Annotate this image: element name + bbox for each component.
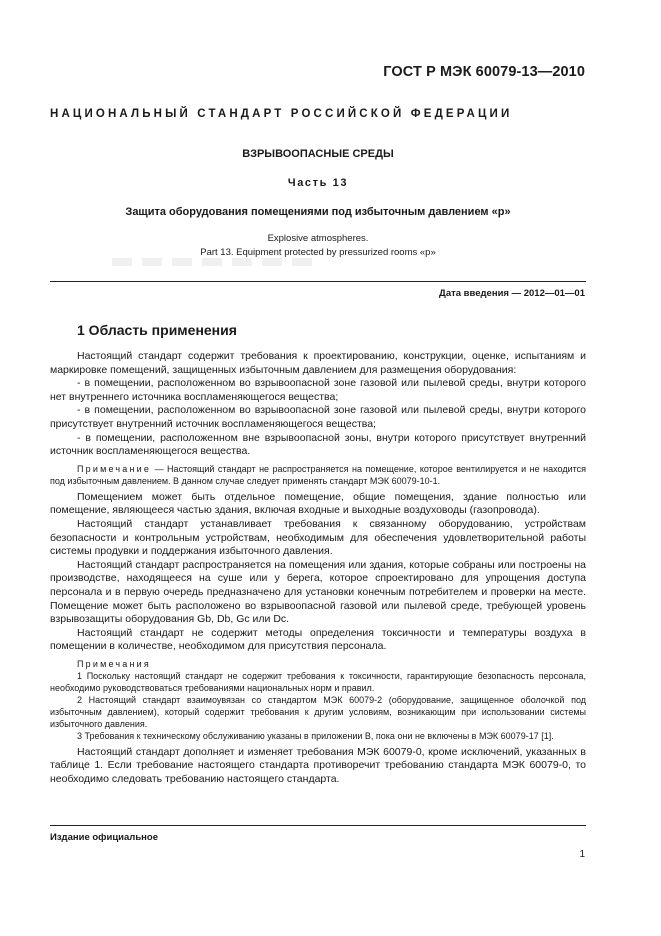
paragraph: Настоящий стандарт содержит требования к проектированию, конструкции, оценке, испытаниям и маркировке помещений, защищенных избыточным давлением для размещения оборудования: xyxy=(50,350,586,376)
official-edition-label: Издание официальное xyxy=(50,832,158,843)
note xyxy=(50,463,586,487)
note-label: Примечание xyxy=(77,463,152,474)
part-number: Часть 13 xyxy=(287,177,349,189)
english-title-line-1: Explosive atmospheres. xyxy=(267,233,369,244)
page-number: 1 xyxy=(579,849,585,860)
note-text: — Настоящий стандарт не распространяется на помещение, которое вентилируется и не находится под избыточным давлением. В данном случае следует применять стандарт МЭК 60079-10-1. xyxy=(50,463,586,486)
note-item: 1 Поскольку настоящий стандарт не содержит требования к токсичности, гарантирующие безопасность персонала, необходимо руководствоваться требованиями национальных норм и правил. xyxy=(50,670,586,693)
list-item: - в помещении, расположенном вне взрывоопасной зоны, внутри которого присутствует внутренний источник воспламеняющегося вещества. xyxy=(50,431,586,458)
english-title-line-2: Part 13. Equipment protected by pressurized rooms «р» xyxy=(200,247,436,258)
faint-bleed-through xyxy=(112,258,312,266)
national-standard-banner: НАЦИОНАЛЬНЫЙ СТАНДАРТ РОССИЙСКОЙ ФЕДЕРАЦИИ xyxy=(50,108,513,120)
paragraph: Настоящий стандарт распространяется на помещения или здания, которые собраны или построены на производстве, находящееся на суше или у берега, которое спроектировано для упрощения доступа персонала и в первую очередь предназначено для установки конечным потребителем и проверки на месте. Помещение может быть расположено во взрывоопасной газовой или пылевой среде, требующей уровень взрывозащиты оборудования Gb, Db, Gc или Dc. xyxy=(50,558,586,626)
divider-bottom xyxy=(50,825,586,826)
note-item: 3 Требования к техническому обслуживанию указаны в приложении В, пока они не включены в МЭК 60079-17 [1]. xyxy=(77,730,554,741)
section-body xyxy=(50,350,586,787)
divider-top xyxy=(50,281,586,282)
paragraph: Настоящий стандарт дополняет и изменяет требования МЭК 60079-0, кроме исключений, указанных в таблице 1. Если требование настоящего стандарта противоречит требованию стандарта МЭК 60079-0, то необходимо следовать требованию настоящего стандарта. xyxy=(50,745,586,786)
introduction-date: Дата введения — 2012—01—01 xyxy=(439,288,585,299)
document-title: ВЗРЫВООПАСНЫЕ СРЕДЫ xyxy=(242,148,394,160)
note-item: 2 Настоящий стандарт взаимоувязан со стандартом МЭК 60079-2 (оборудование, защищенное оболочкой под избыточным давлением), который содержит требования к другим условиям, возникающим при использовании системы избыточного давления. xyxy=(50,694,586,729)
paragraph: Помещением может быть отдельное помещение, общие помещения, здание полностью или помещение, являющееся частью здания, включая входные и выходные воздуховоды (газопровода). xyxy=(50,490,586,517)
list-item: - в помещении, расположенном во взрывоопасной зоне газовой или пылевой среды, внутри которого нет внутреннего источника воспламеняющегося вещества; xyxy=(50,377,586,403)
paragraph: Настоящий стандарт не содержит методы определения токсичности и температуры воздуха в помещении в количестве, необходимом для присутствия персонала. xyxy=(50,626,586,653)
section-heading: 1 Область применения xyxy=(77,322,237,338)
document-subtitle: Защита оборудования помещениями под избыточным давлением «р» xyxy=(125,206,511,218)
standard-code: ГОСТ Р МЭК 60079-13—2010 xyxy=(383,64,585,80)
paragraph: Настоящий стандарт устанавливает требования к связанному оборудованию, устройствам безопасности и контрольным устройствам, необходимым для обеспечения удовлетворительной работы системы продувки и поддержания избыточного давления. xyxy=(50,517,586,558)
list-item: - в помещении, расположенном во взрывоопасной зоне газовой или пылевой среды, внутри которого присутствует внутренний источник воспламеняющегося вещества; xyxy=(50,404,586,430)
notes-label: Примечания xyxy=(77,658,151,669)
